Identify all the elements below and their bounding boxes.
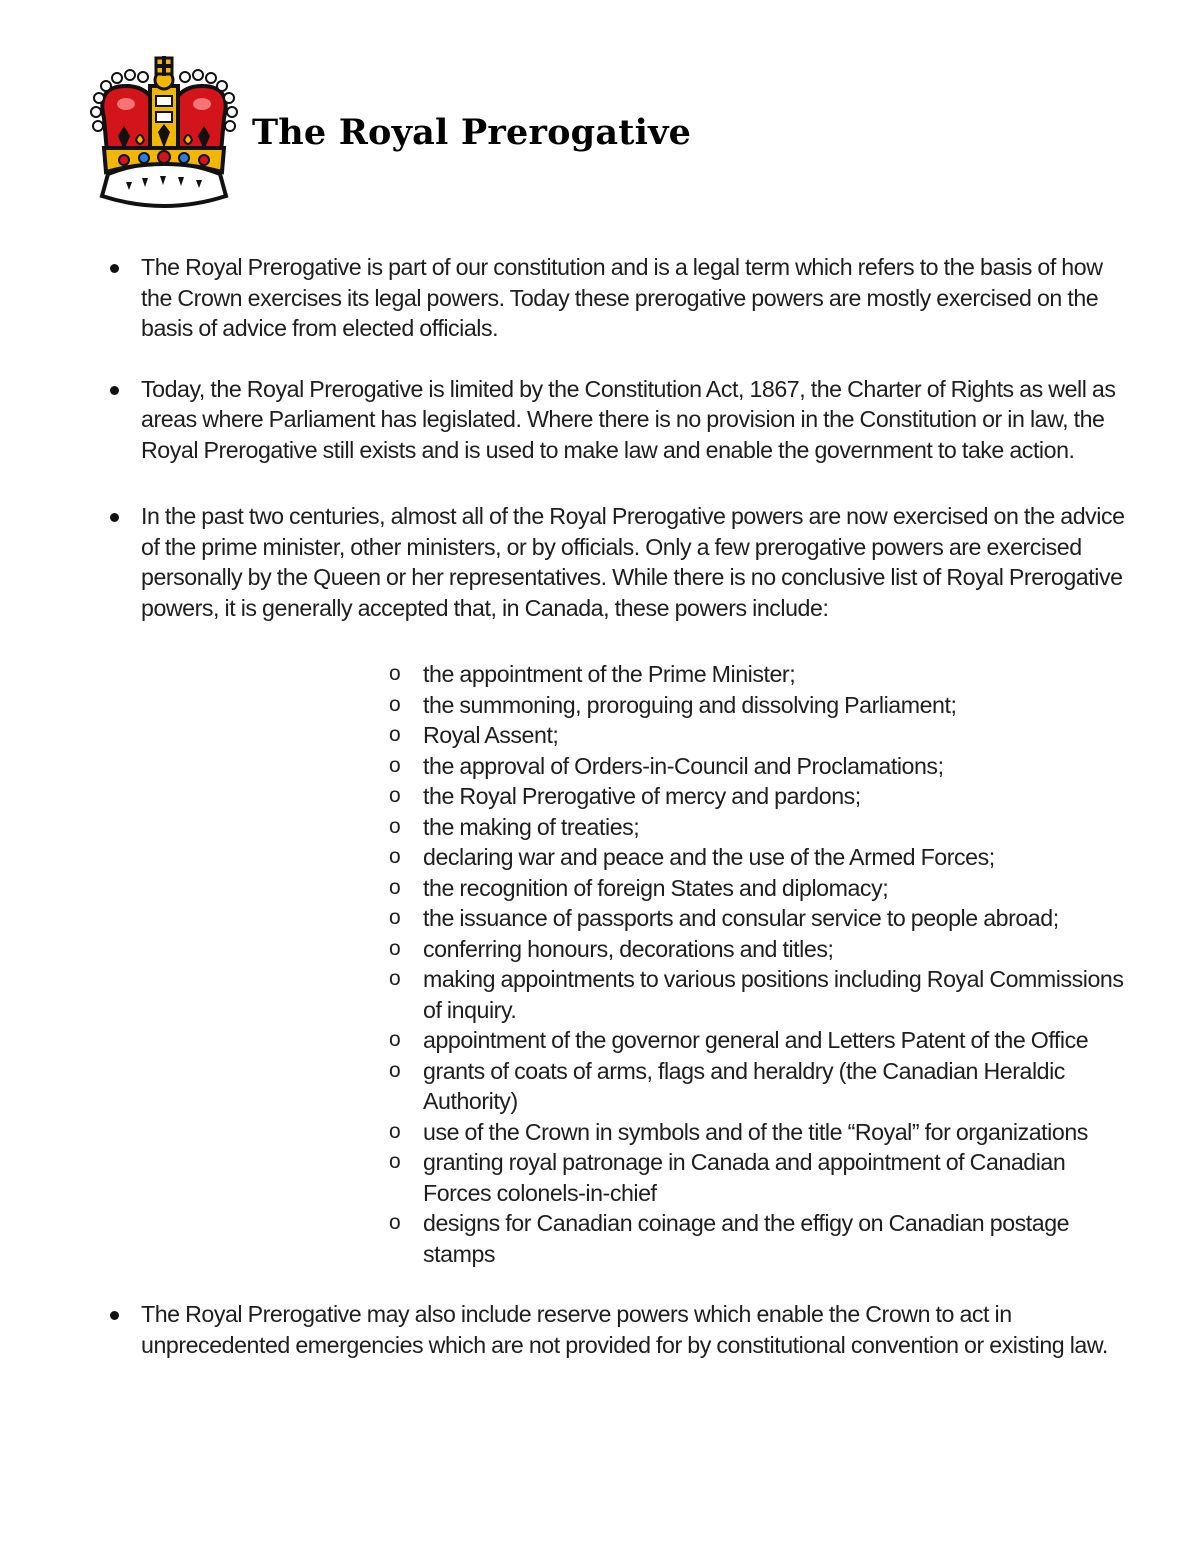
power-text: the appointment of the Prime Minister; (423, 661, 796, 687)
power-list-item (0, 659, 1133, 690)
power-list-item (0, 903, 1133, 934)
power-text: conferring honours, decorations and titles; (423, 935, 834, 962)
power-list-item (0, 1147, 1133, 1208)
power-text: use of the Crown in symbols and of the title “Royal” for organizations (423, 1118, 1088, 1145)
power-text: the summoning, proroguing and dissolving Parliament; (423, 691, 957, 718)
circle-bullet-icon: o (389, 845, 401, 868)
power-text: the making of treaties; (423, 813, 640, 840)
bullet-item (0, 374, 1131, 466)
bullet-dot-icon (110, 386, 119, 395)
bullet-dot-icon (110, 1311, 119, 1320)
power-text: appointment of the governor general and Letters Patent of the Office (423, 1027, 1089, 1053)
powers-sublist (0, 659, 1200, 1269)
power-text: Royal Assent; (423, 722, 559, 748)
circle-bullet-icon: o (389, 662, 401, 685)
power-text: the Royal Prerogative of mercy and pardons; (423, 783, 861, 809)
power-list-item (0, 781, 1133, 812)
power-list-item (0, 1025, 1133, 1056)
circle-bullet-icon: o (389, 753, 401, 777)
page-title: The Royal Prerogative (252, 112, 692, 153)
circle-bullet-icon: o (389, 1058, 401, 1082)
circle-bullet-icon: o (389, 814, 401, 838)
circle-bullet-icon: o (389, 1028, 401, 1051)
circle-bullet-icon: o (389, 967, 401, 990)
bullet-dot-icon (110, 513, 119, 522)
bullet-item (0, 1299, 1131, 1360)
main-bullet-list (0, 252, 1200, 623)
power-list-item (0, 964, 1133, 1025)
bullet-dot-icon (110, 264, 119, 273)
power-text: designs for Canadian coinage and the effigy on Canadian postage stamps (423, 1210, 1070, 1267)
circle-bullet-icon: o (389, 875, 401, 899)
circle-bullet-icon: o (389, 1211, 401, 1234)
power-text: the issuance of passports and consular service to people abroad; (423, 905, 1059, 931)
power-text: grants of coats of arms, flags and heraldry (the Canadian Heraldic Authority) (423, 1057, 1065, 1114)
bullet-item (0, 501, 1131, 623)
bullet-text: Today, the Royal Prerogative is limited by the Constitution Act, 1867, the Charter of Rights as well as areas where Parliament has legislated. Where there is no provision in the Constitution or in law, the Royal Prerogative still exists and is used to make law and enable the government to take action. (141, 375, 1116, 463)
bullet-text: In the past two centuries, almost all of the Royal Prerogative powers are now exercised on the advice of the prime minister, other ministers, or by officials. Only a few prerogative powers are exercised personally by the Queen or her representatives. While there is no conclusive list of Royal Prerogative powers, it is generally accepted that, in Canada, these powers include: (141, 503, 1125, 621)
power-list-item (0, 842, 1133, 873)
power-list-item (0, 1208, 1133, 1269)
power-text: the recognition of foreign States and diplomacy; (423, 874, 889, 901)
power-text: granting royal patronage in Canada and appointment of Canadian Forces colonels-in-chief (423, 1149, 1066, 1206)
power-list-item (0, 873, 1133, 904)
circle-bullet-icon: o (389, 1119, 401, 1143)
circle-bullet-icon: o (389, 936, 401, 960)
power-text: making appointments to various positions including Royal Commissions of inquiry. (423, 966, 1124, 1023)
power-list-item (0, 1117, 1133, 1148)
power-list-item (0, 751, 1133, 782)
power-list-item (0, 934, 1133, 965)
power-list-item (0, 812, 1133, 843)
power-list-item (0, 720, 1133, 751)
power-list-item (0, 1056, 1133, 1117)
circle-bullet-icon: o (389, 784, 401, 807)
circle-bullet-icon: o (389, 906, 401, 929)
circle-bullet-icon: o (389, 692, 401, 716)
bullet-item (0, 252, 1131, 344)
circle-bullet-icon: o (389, 723, 401, 746)
bullet-text: The Royal Prerogative is part of our constitution and is a legal term which refers to the basis of how the Crown exercises its legal powers. Today these prerogative powers are mostly exercised on the basis of advice from elected officials. (141, 254, 1103, 341)
power-list-item (0, 690, 1133, 721)
circle-bullet-icon: o (389, 1150, 401, 1173)
closing-bullet-list (0, 1299, 1200, 1360)
crown-logo-icon (86, 56, 242, 214)
power-text: declaring war and peace and the use of the Armed Forces; (423, 844, 995, 870)
power-text: the approval of Orders-in-Council and Proclamations; (423, 752, 944, 779)
bullet-text: The Royal Prerogative may also include reserve powers which enable the Crown to act in unprecedented emergencies which are not provided for by constitutional convention or existing law. (141, 1301, 1108, 1358)
